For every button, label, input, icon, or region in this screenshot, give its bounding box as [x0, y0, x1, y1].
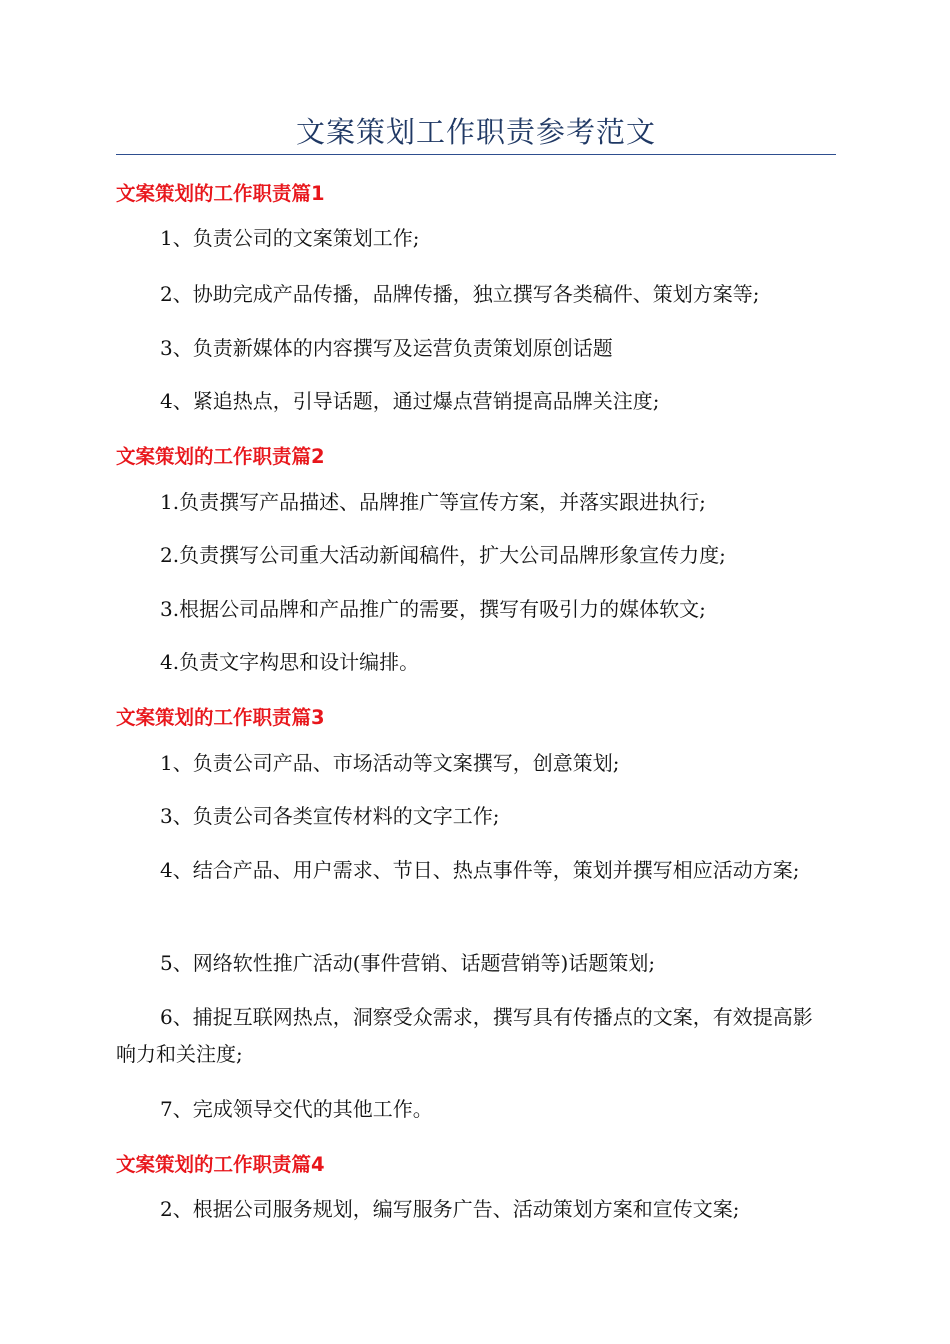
list-item: 2.负责撰写公司重大活动新闻稿件，扩大公司品牌形象宣传力度;	[160, 543, 726, 567]
list-item: 5、网络软性推广活动(事件营销、话题营销等)话题策划;	[160, 951, 656, 975]
list-item: 2、根据公司服务规划，编写服务广告、活动策划方案和宣传文案;	[160, 1197, 740, 1221]
section-heading-2: 文案策划的工作职责篇2	[116, 445, 325, 468]
list-item: 1.负责撰写产品描述、品牌推广等宣传方案，并落实跟进执行;	[160, 490, 706, 514]
list-item: 3、负责公司各类宣传材料的文字工作;	[160, 804, 500, 828]
list-item: 4.负责文字构思和设计编排。	[160, 650, 420, 674]
list-item: 4、紧追热点，引导话题，通过爆点营销提高品牌关注度;	[160, 389, 660, 413]
list-item: 2、协助完成产品传播，品牌传播，独立撰写各类稿件、策划方案等;	[160, 282, 760, 306]
list-item: 3、负责新媒体的内容撰写及运营负责策划原创话题	[160, 336, 613, 360]
section-heading-4: 文案策划的工作职责篇4	[116, 1153, 325, 1176]
list-item: 1、负责公司的文案策划工作;	[160, 226, 420, 250]
list-item: 6、捕捉互联网热点，洞察受众需求，撰写具有传播点的文案，有效提高影响力和关注度;	[116, 1005, 813, 1066]
list-item: 4、结合产品、用户需求、节日、热点事件等，策划并撰写相应活动方案;	[160, 858, 800, 882]
section-heading-3: 文案策划的工作职责篇3	[116, 706, 325, 729]
list-item: 1、负责公司产品、市场活动等文案撰写，创意策划;	[160, 751, 620, 775]
document-title: 文案策划工作职责参考范文	[295, 115, 656, 149]
list-item: 3.根据公司品牌和产品推广的需要，撰写有吸引力的媒体软文;	[160, 597, 706, 621]
list-item: 7、完成领导交代的其他工作。	[160, 1097, 433, 1121]
section-heading-1: 文案策划的工作职责篇1	[116, 182, 325, 205]
title-divider	[116, 154, 836, 155]
